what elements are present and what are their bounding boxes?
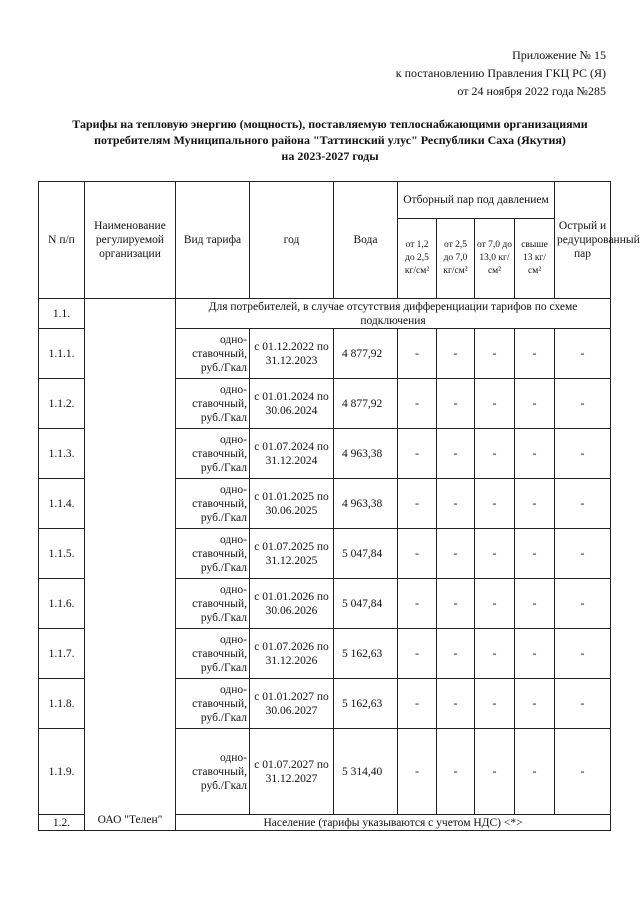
empty-value-dash: - [437,429,475,479]
empty-value-dash: - [398,329,437,379]
header-np: N п/п [39,182,85,299]
tariff-type: одно-ставочный, руб./Гкал [176,629,250,679]
empty-value-dash: - [398,379,437,429]
section-1-number: 1.1. [39,299,85,329]
appendix-date: от 24 ноября 2022 года №285 [457,84,606,98]
empty-value-dash: - [475,329,515,379]
tariff-period: с 01.07.2027 по 31.12.2027 [250,729,334,815]
tariff-type: одно-ставочный, руб./Гкал [176,429,250,479]
table-body [39,182,640,831]
header-steam-4: свыше 13 кг/см² [515,219,555,299]
empty-value-dash: - [437,579,475,629]
header-steam-1: от 1,2 до 2,5 кг/см² [398,219,437,299]
empty-value-dash: - [515,579,555,629]
empty-value-dash: - [475,629,515,679]
empty-value-dash: - [475,379,515,429]
empty-value-dash: - [437,479,475,529]
empty-value-dash: - [515,329,555,379]
appendix-resolution: к постановлению Правления ГКЦ РС (Я) [395,66,606,80]
section-2-label: Население (тарифы указываются с учетом НДС) <*> [176,815,611,831]
empty-value-dash: - [398,429,437,479]
title-line-2: потребителям Муниципального района "Таттинский улус" Республики Саха (Якутия) [94,133,566,147]
header-organization: Наименование регулируемой организации [85,182,176,299]
empty-value-dash: - [398,729,437,815]
water-tariff: 4 963,38 [334,429,398,479]
water-tariff: 4 963,38 [334,479,398,529]
row-number: 1.1.5. [39,529,85,579]
empty-value-dash: - [555,429,611,479]
header-steam-3: от 7,0 до 13,0 кг/см² [475,219,515,299]
empty-value-dash: - [555,479,611,529]
empty-value-dash: - [515,679,555,729]
row-number: 1.1.2. [39,379,85,429]
empty-value-dash: - [515,629,555,679]
empty-value-dash: - [475,579,515,629]
empty-value-dash: - [475,729,515,815]
empty-value-dash: - [437,379,475,429]
empty-value-dash: - [437,629,475,679]
tariff-period: с 01.07.2024 по 31.12.2024 [250,429,334,479]
empty-value-dash: - [555,629,611,679]
empty-value-dash: - [515,529,555,579]
water-tariff: 5 047,84 [334,529,398,579]
tariff-type: одно-ставочный, руб./Гкал [176,729,250,815]
header-sharp-steam: Острый и редуцированный пар [555,182,611,299]
empty-value-dash: - [555,379,611,429]
empty-value-dash: - [398,579,437,629]
title-line-1: Тарифы на тепловую энергию (мощность), поставляемую теплоснабжающими организациями [72,117,588,131]
empty-value-dash: - [398,679,437,729]
empty-value-dash: - [475,479,515,529]
header-steam-2: от 2,5 до 7,0 кг/см² [437,219,475,299]
tariff-type: одно-ставочный, руб./Гкал [176,579,250,629]
empty-value-dash: - [437,729,475,815]
row-number: 1.1.3. [39,429,85,479]
water-tariff: 4 877,92 [334,329,398,379]
empty-value-dash: - [515,429,555,479]
tariff-type: одно-ставочный, руб./Гкал [176,529,250,579]
section-2-number: 1.2. [39,815,85,831]
empty-value-dash: - [398,529,437,579]
tariff-period: с 01.07.2026 по 31.12.2026 [250,629,334,679]
empty-value-dash: - [555,679,611,729]
empty-value-dash: - [555,329,611,379]
row-number: 1.1.6. [39,579,85,629]
row-number: 1.1.8. [39,679,85,729]
water-tariff: 5 314,40 [334,729,398,815]
empty-value-dash: - [515,729,555,815]
row-number: 1.1.1. [39,329,85,379]
tariff-period: с 01.01.2025 по 30.06.2025 [250,479,334,529]
header-steam-group: Отборный пар под давлением [398,182,555,219]
tariff-period: с 01.01.2024 по 30.06.2024 [250,379,334,429]
tariff-period: с 01.07.2025 по 31.12.2025 [250,529,334,579]
row-number: 1.1.7. [39,629,85,679]
empty-value-dash: - [437,329,475,379]
empty-value-dash: - [555,579,611,629]
empty-value-dash: - [398,479,437,529]
row-number: 1.1.9. [39,729,85,815]
header-tariff-type: Вид тарифа [176,182,250,299]
empty-value-dash: - [475,679,515,729]
tariff-period: с 01.12.2022 по 31.12.2023 [250,329,334,379]
tariffs-table [38,181,640,831]
tariff-period: с 01.01.2027 по 30.06.2027 [250,679,334,729]
empty-value-dash: - [515,379,555,429]
appendix-header [396,46,606,100]
tariff-type: одно-ставочный, руб./Гкал [176,479,250,529]
section-1-label: Для потребителей, в случае отсутствия дифференциации тарифов по схеме подключения [176,299,611,329]
empty-value-dash: - [515,479,555,529]
tariff-type: одно-ставочный, руб./Гкал [176,329,250,379]
tariff-type: одно-ставочный, руб./Гкал [176,679,250,729]
water-tariff: 5 162,63 [334,679,398,729]
document-title [40,116,620,164]
title-line-3: на 2023-2027 годы [281,149,379,163]
water-tariff: 4 877,92 [334,379,398,429]
empty-value-dash: - [398,629,437,679]
header-water: Вода [334,182,398,299]
empty-value-dash: - [475,529,515,579]
tariff-type: одно-ставочный, руб./Гкал [176,379,250,429]
water-tariff: 5 047,84 [334,579,398,629]
empty-value-dash: - [555,729,611,815]
appendix-number: Приложение № 15 [512,48,606,62]
row-number: 1.1.4. [39,479,85,529]
organization-name: ОАО "Телен" [85,299,176,831]
tariff-period: с 01.01.2026 по 30.06.2026 [250,579,334,629]
water-tariff: 5 162,63 [334,629,398,679]
empty-value-dash: - [437,679,475,729]
empty-value-dash: - [555,529,611,579]
empty-value-dash: - [475,429,515,479]
header-year: год [250,182,334,299]
empty-value-dash: - [437,529,475,579]
